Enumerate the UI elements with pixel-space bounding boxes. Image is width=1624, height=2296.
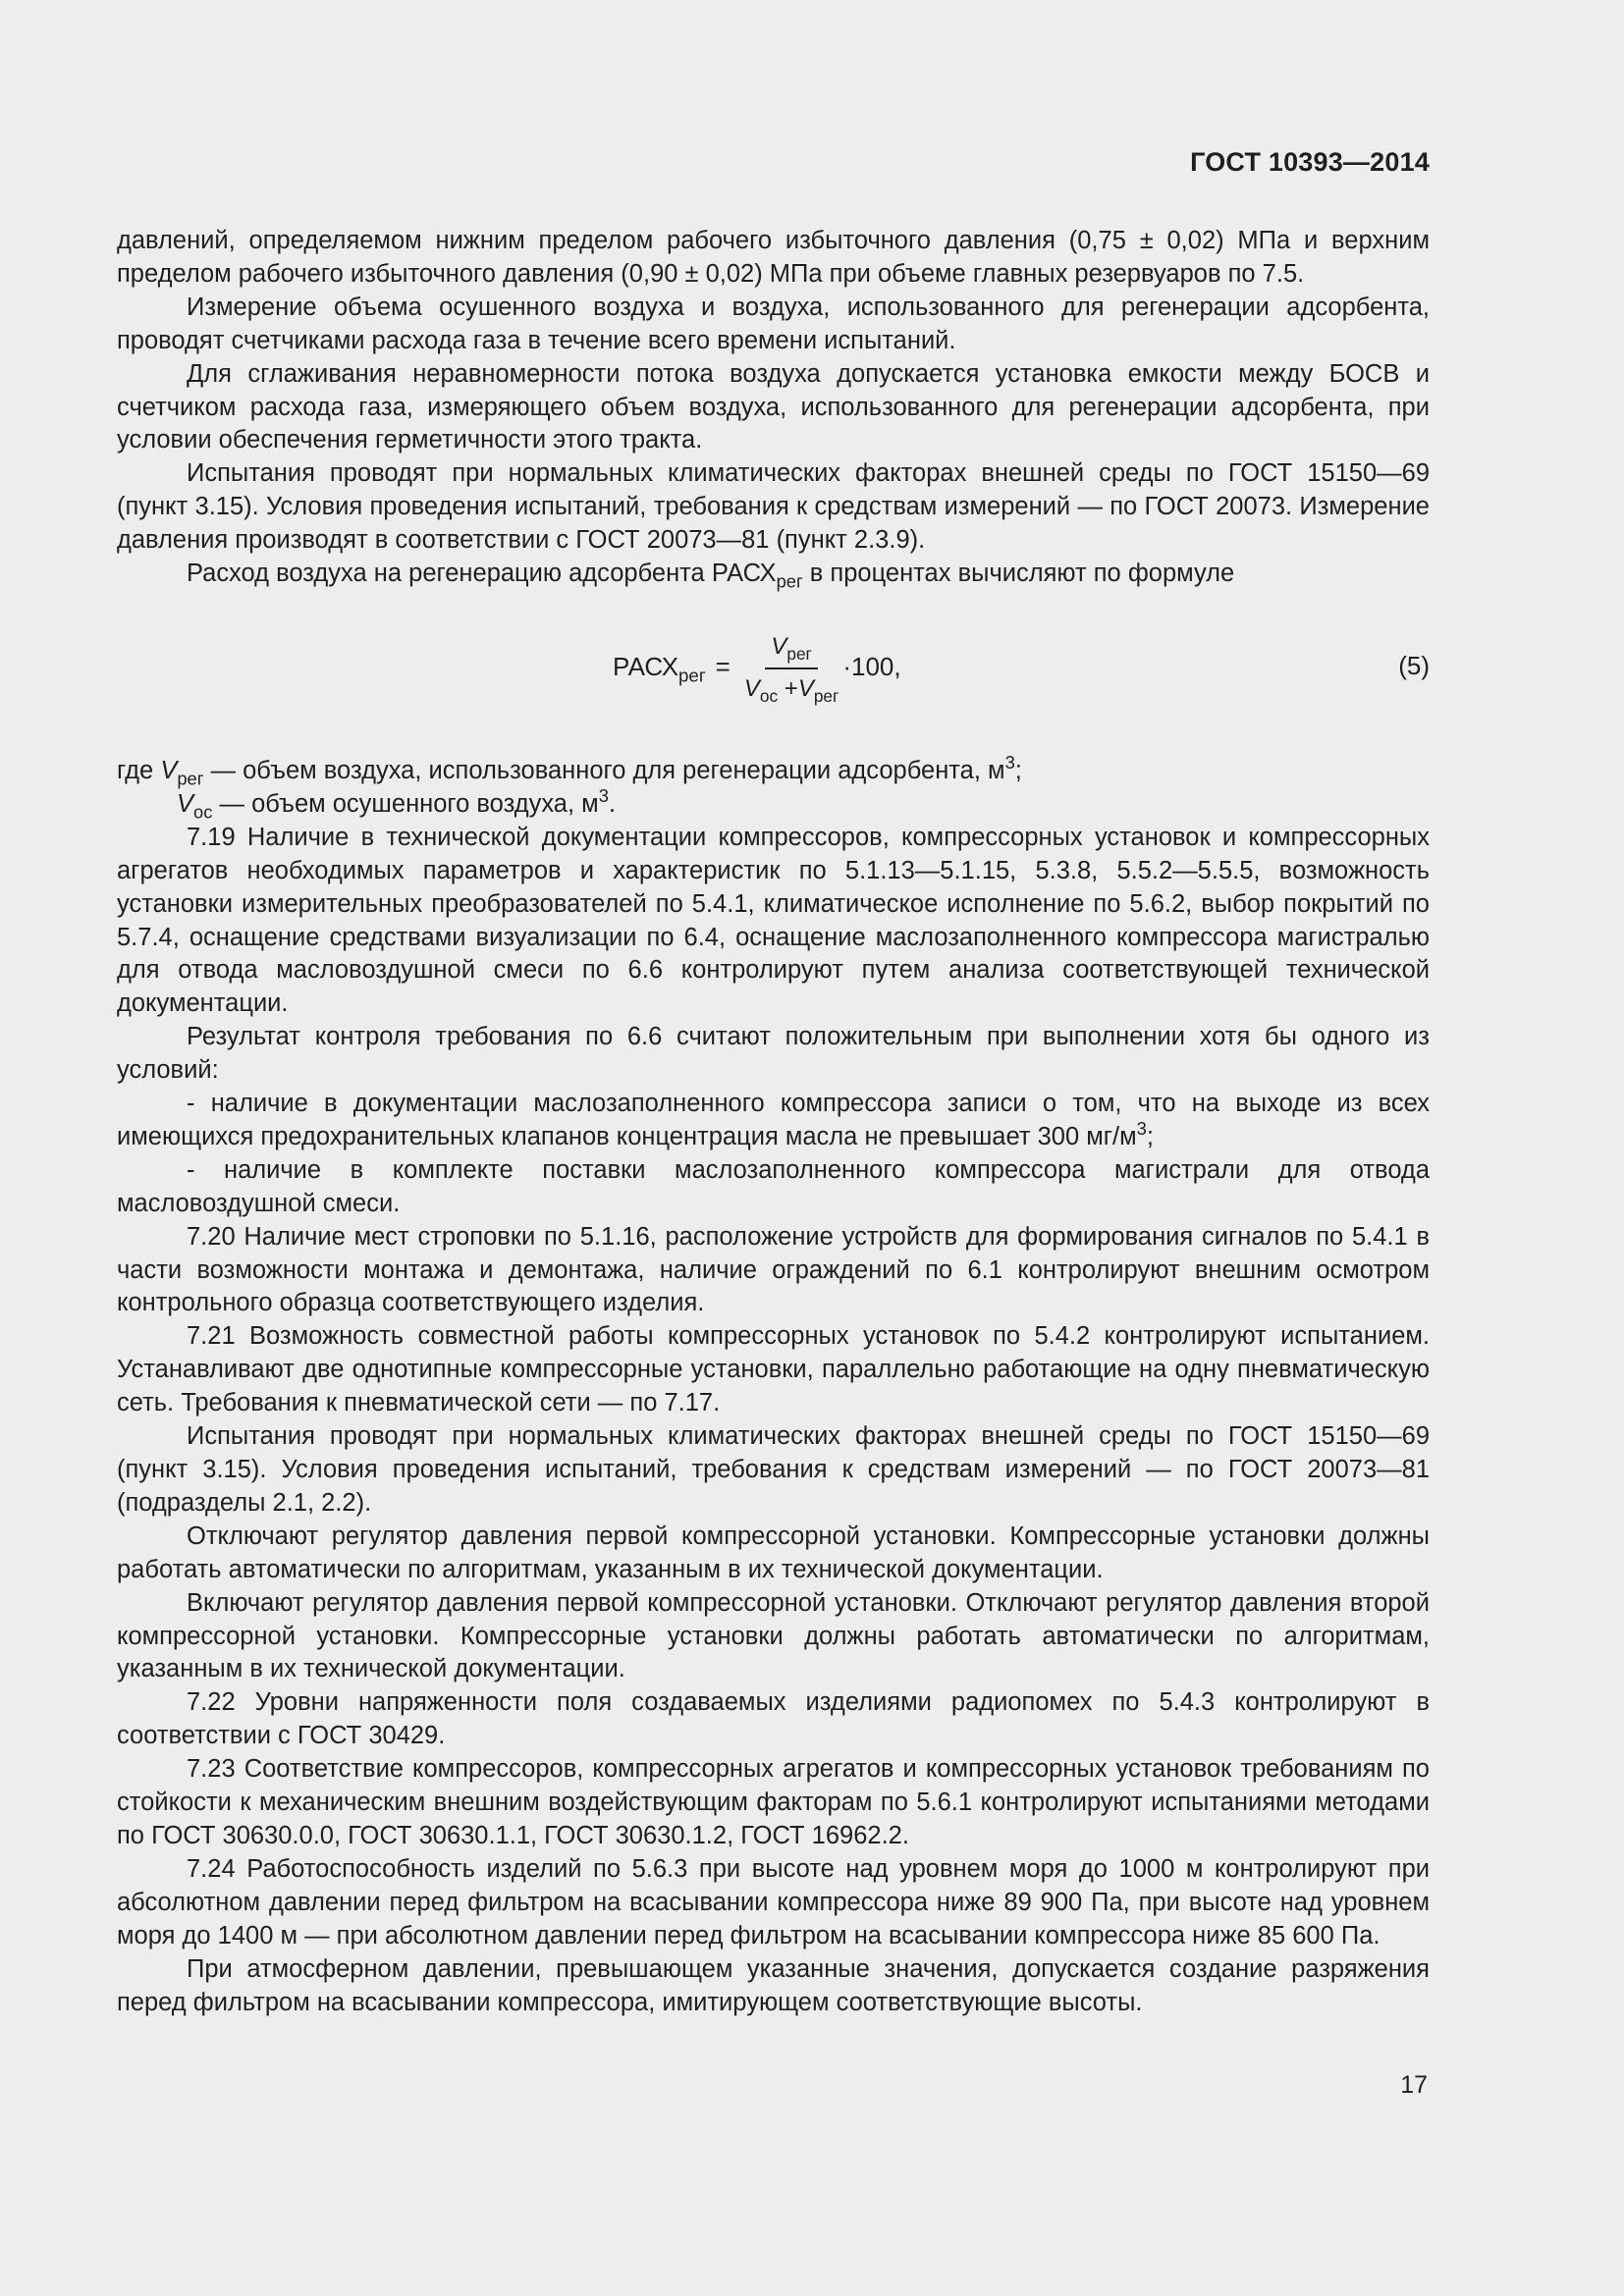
page-number: 17	[1400, 2071, 1428, 2099]
document-header: ГОСТ 10393—2014	[1190, 147, 1430, 177]
section-7-24: 7.24 Работоспособность изделий по 5.6.3 при высоте над уровнем моря до 1000 м контролируют при абсолютном давлении перед фильтром на всасывании компрессора ниже 89 900 Па, при высоте над уровнем моря до 1400 м — при абсолютном давлении перед фильтром на всасывании компрессора ниже 85 600 Па.	[117, 1854, 1430, 1949]
formula-lhs: $РАСХ_{рег}$	[613, 652, 706, 686]
section-7-22: 7.22 Уровни напряженности поля создаваемых изделиями радиопомех по 5.4.3 контролируют в соответствии с ГОСТ 30429.	[117, 1688, 1430, 1750]
paragraph: Включают регулятор давления первой компрессорной установки. Отключают регулятор давления второй компрессорной установки. Компрессорные установки должны работать автоматически по алгоритмам, указанным в их технической документации.	[117, 1588, 1430, 1683]
section-7-23: 7.23 Соответствие компрессоров, компрессорных агрегатов и компрессорных установок требованиям по стойкости к механическим внешним воздействующим факторам по 5.6.1 контролируют испытаниями методами по ГОСТ 30630.0.0, ГОСТ 30630.1.1, ГОСТ 30630.1.2, ГОСТ 16962.2.	[117, 1755, 1430, 1849]
list-item: - наличие в документации маслозаполненного компрессора записи о том, что на выходе из всех имеющихся предохранительных клапанов концентрация масла не превышает 300 $мг/м^3$;	[117, 1090, 1430, 1150]
paragraph: Измерение объема осушенного воздуха и воздуха, использованного для регенерации адсорбента, проводят счетчиками расхода газа в течение всего времени испытаний.	[117, 293, 1430, 354]
where-line-1: где $V_{рег}$ — объем воздуха, использованного для регенерации адсорбента, $м^3$;	[117, 751, 1022, 789]
formula-intro: Расход воздуха на регенерацию адсорбента $РАСХ_{рег}$ в процентах вычисляют по формуле	[187, 560, 1235, 592]
where-line-2: $V_{ос}$ — объем осушенного воздуха, $м^3$.	[177, 784, 617, 823]
paragraph: Испытания проводят при нормальных климатических факторах внешней среды по ГОСТ 15150—69 (пункт 3.15). Условия проведения испытаний, требования к средствам измерений — по ГОСТ 20073—81 (подразделы 2.1, 2.2).	[117, 1422, 1430, 1517]
formula-denominator: $V_{ос} +V_{рег}$	[743, 674, 839, 706]
formula-number: (5)	[1398, 650, 1430, 680]
formula-block	[117, 591, 1430, 755]
formula	[613, 630, 901, 706]
list-item: - наличие в комплекте поставки маслозаполненного компрессора магистрали для отвода масловоздушной смеси.	[117, 1155, 1430, 1217]
formula-tail: ·100,	[842, 652, 901, 682]
formula-fraction	[744, 630, 839, 706]
paragraph: Отключают регулятор давления первой компрессорной установки. Компрессорные установки должны работать автоматически по алгоритмам, указанным в их технической документации.	[117, 1522, 1430, 1583]
paragraph: Результат контроля требования по 6.6 считают положительным при выполнении хотя бы одного из условий:	[117, 1023, 1430, 1085]
paragraph: Испытания проводят при нормальных климатических факторах внешней среды по ГОСТ 15150—69 (пункт 3.15). Условия проведения испытаний, требования к средствам измерений — по ГОСТ 20073. Измерение давления производят в соответствии с ГОСТ 20073—81 (пункт 2.3.9).	[117, 459, 1430, 555]
section-7-20: 7.20 Наличие мест строповки по 5.1.16, расположение устройств для формирования сигналов по 5.4.1 в части возможности монтажа и демонтажа, наличие ограждений по 6.1 контролируют внешним осмотром контрольного образца соответствующего изделия.	[117, 1222, 1430, 1317]
page-body	[117, 225, 1430, 2019]
formula-equals: =	[715, 652, 731, 682]
formula-numerator: $V_{рег}$	[765, 630, 818, 669]
section-7-21: 7.21 Возможность совместной работы компрессорных установок по 5.4.2 контролируют испытанием. Устанавливают две однотипные компрессорные установки, параллельно работающие на одну пневматическую сеть. Требования к пневматической сети — по 7.17.	[117, 1322, 1430, 1417]
paragraph: Для сглаживания неравномерности потока воздуха допускается установка емкости между БОСВ и счетчиком расхода газа, измеряющего объем воздуха, использованного для регенерации адсорбента, при условии обеспечения герметичности этого тракта.	[117, 359, 1430, 454]
paragraph: При атмосферном давлении, превышающем указанные значения, допускается создание разряжения перед фильтром на всасывании компрессора, имитирующем соответствующие высоты.	[117, 1954, 1430, 2016]
section-7-19: 7.19 Наличие в технической документации компрессоров, компрессорных установок и компрессорных агрегатов необходимых параметров и характеристик по 5.1.13—5.1.15, 5.3.8, 5.5.2—5.5.5, возможность установки измерительных преобразователей по 5.4.1, климатическое исполнение по 5.6.2, выбор покрытий по 5.7.4, оснащение средствами визуализации по 6.4, оснащение маслозаполненного компрессора магистралью для отвода масловоздушной смеси по 6.6 контролируют путем анализа соответствующей технической документации.	[117, 823, 1430, 1018]
paragraph: давлений, определяемом нижним пределом рабочего избыточного давления (0,75 ± 0,02) МПа и верхним пределом рабочего избыточного давления (0,90 ± 0,02) МПа при объеме главных резервуаров по 7.5.	[117, 227, 1430, 288]
